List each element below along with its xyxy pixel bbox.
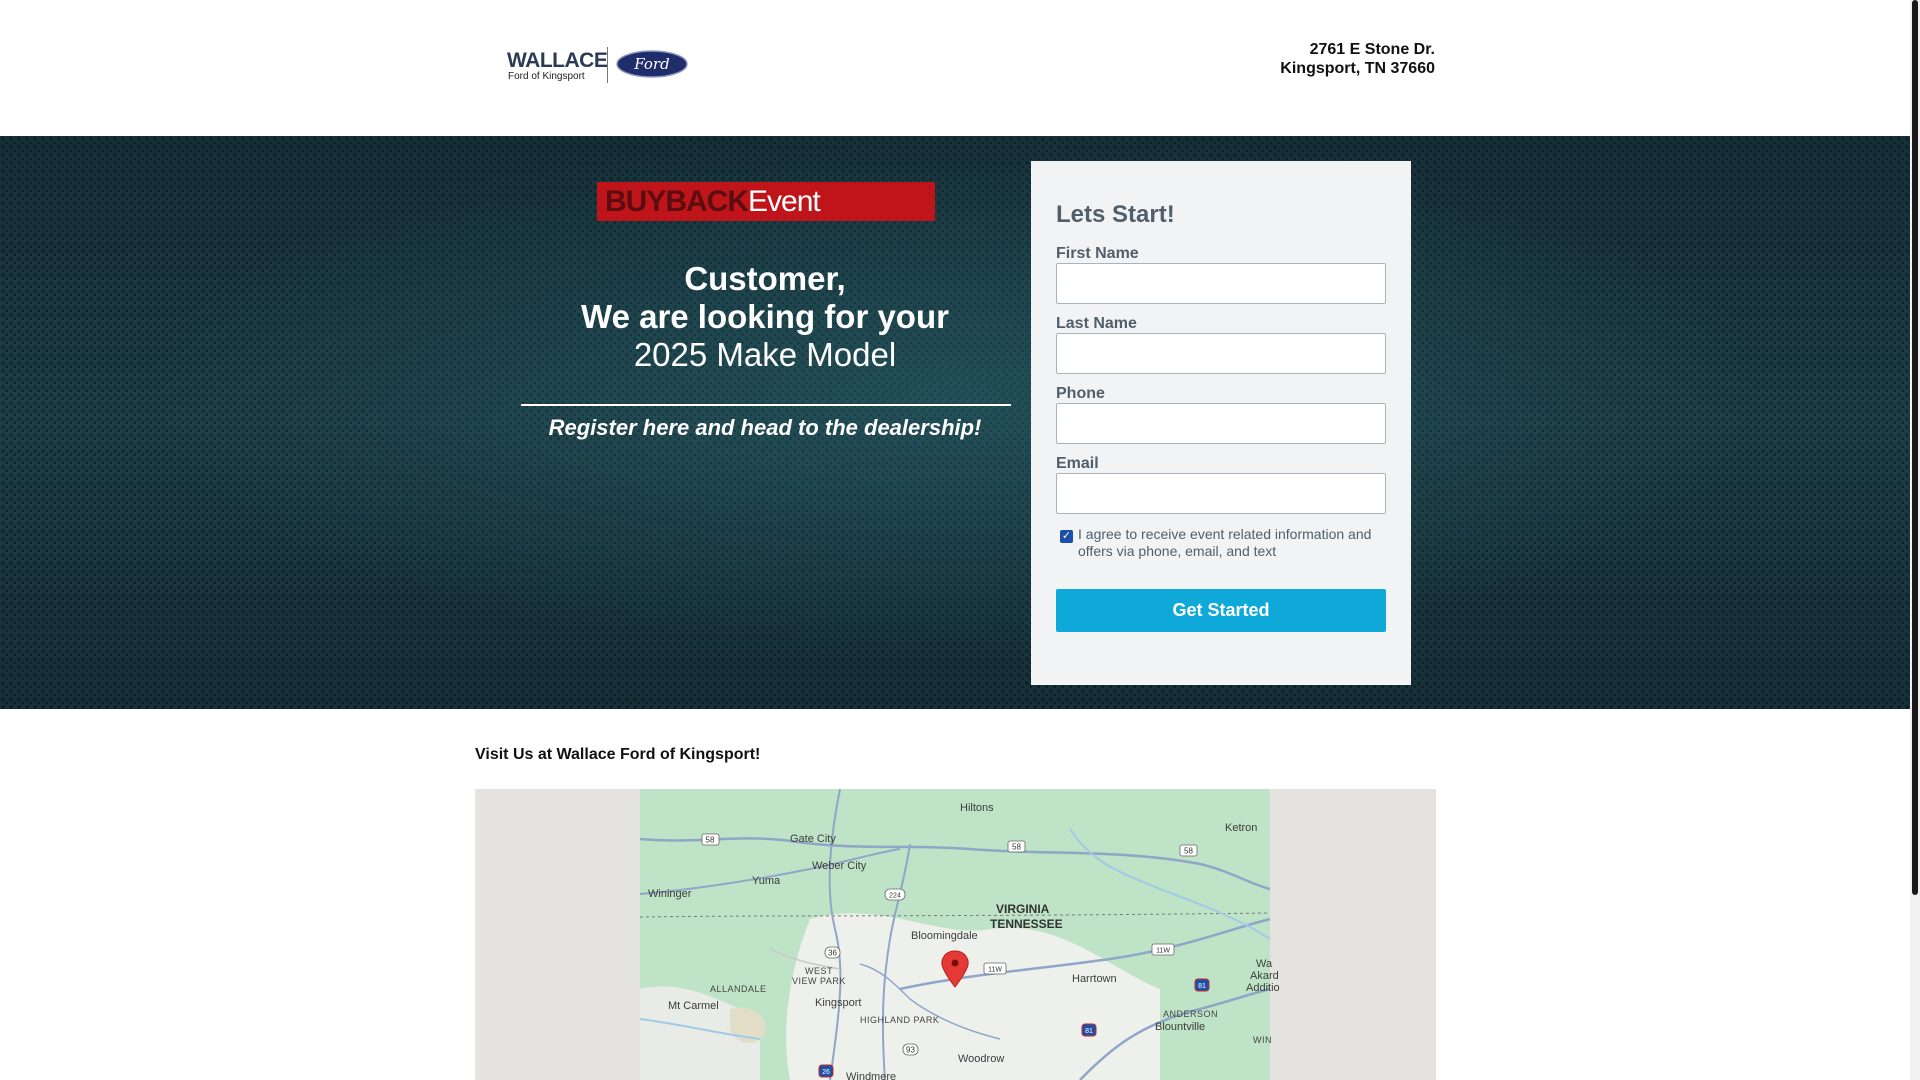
- address-street: 2761 E Stone Dr.: [1309, 41, 1435, 58]
- svg-text:26: 26: [822, 1069, 830, 1076]
- map-label-tennessee: TENNESSEE: [990, 917, 1063, 931]
- map-label-mt-carmel: Mt Carmel: [668, 1000, 719, 1012]
- route-shield-36: [825, 947, 840, 958]
- consent-text: I agree to receive event related information and offers via phone, email, and text: [1078, 526, 1372, 559]
- svg-text:11W: 11W: [1156, 947, 1170, 955]
- map-label-bloomingdale: Bloomingdale: [911, 930, 978, 942]
- map-label-anderson: ANDERSON: [1163, 1009, 1219, 1019]
- registration-form: [1031, 161, 1411, 685]
- map-label-wa: Wa: [1256, 958, 1273, 970]
- get-started-button[interactable]: Get Started: [1056, 589, 1386, 632]
- dealer-logo[interactable]: [505, 45, 690, 85]
- first-name-label: First Name: [1056, 245, 1139, 262]
- svg-text:224: 224: [889, 892, 901, 900]
- dealer-address: [1280, 40, 1435, 78]
- map-label-yuma: Yuma: [752, 875, 781, 887]
- embedded-map[interactable]: [475, 789, 1436, 1080]
- svg-text:58: 58: [705, 835, 715, 845]
- hero-divider: [521, 404, 1011, 406]
- route-shield-11w-east: [1152, 944, 1174, 955]
- map-label-virginia: VIRGINIA: [996, 902, 1050, 916]
- map-label-woodrow: Woodrow: [958, 1053, 1005, 1065]
- scrollbar-thumb[interactable]: [1912, 0, 1918, 895]
- map-label-additio: Additio: [1246, 982, 1280, 994]
- route-shield-11w-center: [984, 963, 1006, 974]
- svg-text:81: 81: [1198, 983, 1206, 990]
- map-label-gate-city: Gate City: [790, 833, 836, 845]
- map-label-weber-city: Weber City: [812, 860, 867, 872]
- form-title: Lets Start!: [1056, 201, 1175, 228]
- map-section-title: Visit Us at Wallace Ford of Kingsport!: [475, 746, 761, 763]
- email-input[interactable]: [1056, 473, 1386, 514]
- hero-tagline: Register here and head to the dealership!: [548, 415, 982, 440]
- route-shield-58-east: [1180, 845, 1197, 856]
- buyback-event-banner: [597, 182, 935, 221]
- page-scrollbar[interactable]: [1910, 0, 1920, 1080]
- map-label-hiltons: Hiltons: [960, 802, 994, 814]
- route-shield-93: [903, 1044, 918, 1055]
- map-label-view-park: VIEW PARK: [792, 976, 846, 986]
- phone-label: Phone: [1056, 385, 1105, 402]
- route-shield-81-north: [1195, 979, 1209, 991]
- ford-oval-text: Ford: [634, 55, 670, 73]
- hero-headline: [520, 260, 1010, 374]
- headline-vehicle: 2025 Make Model: [633, 336, 897, 373]
- route-shield-58-west: [702, 834, 719, 845]
- map-label-kingsport: Kingsport: [815, 997, 862, 1009]
- dealer-name-text: WALLACE: [507, 49, 608, 72]
- svg-text:81: 81: [1085, 1028, 1093, 1035]
- map-label-wininger: Wininger: [648, 888, 692, 900]
- route-shield-58-center: [1008, 841, 1025, 852]
- consent-row: [1056, 526, 1386, 560]
- map-label-windmere: Windmere: [846, 1071, 897, 1080]
- headline-looking: We are looking for your: [581, 298, 949, 335]
- headline-greeting: Customer,: [684, 260, 846, 297]
- banner-bold-text: BUYBACK: [605, 185, 748, 218]
- email-label: Email: [1056, 455, 1099, 472]
- map-label-blountville: Blountville: [1155, 1021, 1206, 1033]
- banner-light-text: Event: [748, 185, 820, 218]
- site-header: [0, 0, 1910, 136]
- first-name-input[interactable]: [1056, 263, 1386, 304]
- dealer-sub-text: Ford of Kingsport: [508, 71, 585, 82]
- hero-section: [0, 136, 1910, 709]
- svg-text:93: 93: [906, 1045, 915, 1055]
- phone-input[interactable]: [1056, 403, 1386, 444]
- map-label-west: WEST: [805, 966, 833, 976]
- map-label-win: WIN: [1253, 1035, 1272, 1045]
- address-city: Kingsport, TN 37660: [1280, 60, 1435, 77]
- svg-text:58: 58: [1012, 842, 1021, 852]
- map-label-allandale: ALLANDALE: [710, 984, 767, 994]
- route-shield-26: [819, 1065, 833, 1077]
- consent-checkbox[interactable]: ✓: [1061, 530, 1072, 542]
- svg-text:36: 36: [828, 948, 837, 958]
- map-label-ketron: Ketron: [1225, 822, 1258, 834]
- last-name-label: Last Name: [1056, 315, 1137, 332]
- route-shield-224: [885, 889, 905, 900]
- map-label-highland-park: HIGHLAND PARK: [860, 1015, 940, 1025]
- wallace-ford-logo-graphic: [505, 45, 690, 85]
- last-name-input[interactable]: [1056, 333, 1386, 374]
- svg-text:58: 58: [1184, 846, 1193, 856]
- map-tiles[interactable]: [640, 789, 1280, 1080]
- map-label-akard: Akard: [1250, 970, 1279, 982]
- route-shield-81-south: [1082, 1024, 1096, 1036]
- svg-text:11W: 11W: [988, 966, 1002, 974]
- map-label-harrtown: Harrtown: [1072, 973, 1117, 985]
